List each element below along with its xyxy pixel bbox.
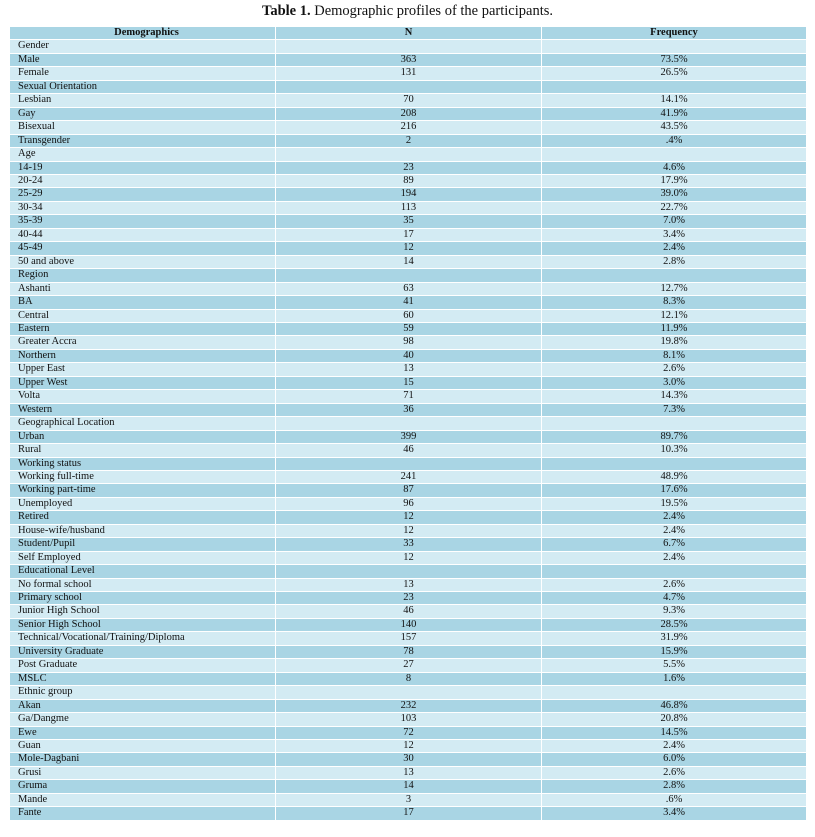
cell-n: 399 (276, 430, 542, 443)
table-row (10, 309, 807, 322)
cell-demographic: Ga/Dangme (10, 713, 276, 726)
table-row (10, 632, 807, 645)
cell-demographic: 30-34 (10, 201, 276, 214)
table-row (10, 726, 807, 739)
cell-n: 17 (276, 807, 542, 820)
cell-n: 36 (276, 403, 542, 416)
cell-frequency: 14.3% (542, 390, 807, 403)
cell-demographic: Sexual Orientation (10, 80, 276, 93)
cell-n: 71 (276, 390, 542, 403)
header-frequency: Frequency (542, 27, 807, 40)
table-row (10, 53, 807, 66)
table-row (10, 592, 807, 605)
cell-frequency: 2.4% (542, 551, 807, 564)
table-row (10, 551, 807, 564)
table-row (10, 148, 807, 161)
table-row (10, 578, 807, 591)
cell-demographic: Mole-Dagbani (10, 753, 276, 766)
cell-demographic: Retired (10, 511, 276, 524)
table-row (10, 793, 807, 806)
cell-demographic: 14-19 (10, 161, 276, 174)
cell-n: 13 (276, 578, 542, 591)
cell-frequency: 2.8% (542, 780, 807, 793)
cell-demographic: Upper West (10, 376, 276, 389)
cell-frequency: 14.1% (542, 94, 807, 107)
table-row (10, 121, 807, 134)
table-row (10, 659, 807, 672)
cell-n: 30 (276, 753, 542, 766)
cell-frequency: 73.5% (542, 53, 807, 66)
cell-demographic: Rural (10, 444, 276, 457)
cell-n: 8 (276, 672, 542, 685)
cell-frequency: .4% (542, 134, 807, 147)
cell-demographic: Ewe (10, 726, 276, 739)
table-row (10, 349, 807, 362)
cell-n: 23 (276, 161, 542, 174)
cell-frequency: 15.9% (542, 645, 807, 658)
caption-label: Table 1. (261, 3, 311, 19)
cell-frequency (542, 148, 807, 161)
cell-n: 40 (276, 349, 542, 362)
cell-frequency: 2.6% (542, 766, 807, 779)
cell-n: 12 (276, 511, 542, 524)
cell-n: 27 (276, 659, 542, 672)
cell-frequency (542, 457, 807, 470)
cell-n: 60 (276, 309, 542, 322)
cell-n: 23 (276, 592, 542, 605)
cell-frequency: 12.1% (542, 309, 807, 322)
cell-frequency: 31.9% (542, 632, 807, 645)
cell-frequency: 20.8% (542, 713, 807, 726)
table-row (10, 228, 807, 241)
cell-n: 14 (276, 255, 542, 268)
table-row (10, 430, 807, 443)
cell-frequency: 89.7% (542, 430, 807, 443)
cell-frequency: 17.9% (542, 174, 807, 187)
cell-frequency: 3.4% (542, 807, 807, 820)
table-row (10, 322, 807, 335)
cell-n: 72 (276, 726, 542, 739)
cell-frequency: 2.6% (542, 363, 807, 376)
cell-frequency: 2.4% (542, 740, 807, 753)
cell-demographic: Guan (10, 740, 276, 753)
cell-demographic: Eastern (10, 322, 276, 335)
cell-n: 13 (276, 363, 542, 376)
cell-demographic: 50 and above (10, 255, 276, 268)
cell-demographic: Northern (10, 349, 276, 362)
table-row (10, 565, 807, 578)
cell-demographic: Fante (10, 807, 276, 820)
cell-demographic: Junior High School (10, 605, 276, 618)
caption-text: Demographic profiles of the participants. (310, 3, 554, 19)
cell-frequency: 8.3% (542, 296, 807, 309)
cell-frequency: 22.7% (542, 201, 807, 214)
cell-demographic: Lesbian (10, 94, 276, 107)
cell-frequency: 2.4% (542, 511, 807, 524)
cell-demographic: Urban (10, 430, 276, 443)
cell-frequency: 39.0% (542, 188, 807, 201)
cell-frequency (542, 565, 807, 578)
table-row (10, 336, 807, 349)
cell-n: 363 (276, 53, 542, 66)
table-row (10, 242, 807, 255)
cell-demographic: Bisexual (10, 121, 276, 134)
table-caption (0, 0, 815, 22)
table-row (10, 67, 807, 80)
header-n: N (276, 27, 542, 40)
table-row (10, 417, 807, 430)
cell-n: 78 (276, 645, 542, 658)
cell-frequency (542, 417, 807, 430)
cell-n: 12 (276, 242, 542, 255)
cell-demographic: 20-24 (10, 174, 276, 187)
cell-n: 15 (276, 376, 542, 389)
cell-demographic: Student/Pupil (10, 538, 276, 551)
cell-n: 3 (276, 793, 542, 806)
cell-frequency: 19.8% (542, 336, 807, 349)
cell-demographic: Working full-time (10, 470, 276, 483)
table-row (10, 457, 807, 470)
cell-n: 208 (276, 107, 542, 120)
table-row (10, 80, 807, 93)
cell-demographic: Upper East (10, 363, 276, 376)
table-row (10, 269, 807, 282)
cell-frequency: 14.5% (542, 726, 807, 739)
cell-frequency: 4.7% (542, 592, 807, 605)
cell-n: 59 (276, 322, 542, 335)
cell-frequency: 17.6% (542, 484, 807, 497)
cell-n: 98 (276, 336, 542, 349)
table-row (10, 686, 807, 699)
cell-n: 87 (276, 484, 542, 497)
cell-frequency (542, 80, 807, 93)
cell-n: 46 (276, 605, 542, 618)
cell-frequency: 12.7% (542, 282, 807, 295)
cell-n: 157 (276, 632, 542, 645)
cell-demographic: Self Employed (10, 551, 276, 564)
cell-n: 12 (276, 524, 542, 537)
cell-n: 131 (276, 67, 542, 80)
cell-demographic: University Graduate (10, 645, 276, 658)
cell-demographic: Transgender (10, 134, 276, 147)
table-row (10, 538, 807, 551)
cell-n: 113 (276, 201, 542, 214)
cell-demographic: Senior High School (10, 618, 276, 631)
table-row (10, 161, 807, 174)
cell-demographic: Technical/Vocational/Training/Diploma (10, 632, 276, 645)
cell-frequency: 41.9% (542, 107, 807, 120)
cell-frequency: 8.1% (542, 349, 807, 362)
table-row (10, 484, 807, 497)
header-row (10, 27, 807, 40)
table-row (10, 40, 807, 53)
cell-n: 14 (276, 780, 542, 793)
cell-n: 12 (276, 740, 542, 753)
cell-frequency: 3.0% (542, 376, 807, 389)
cell-demographic: 35-39 (10, 215, 276, 228)
cell-frequency: 43.5% (542, 121, 807, 134)
cell-demographic: Volta (10, 390, 276, 403)
cell-frequency: 9.3% (542, 605, 807, 618)
table-row (10, 766, 807, 779)
cell-demographic: Central (10, 309, 276, 322)
table-row (10, 780, 807, 793)
table-row (10, 497, 807, 510)
cell-frequency: 7.3% (542, 403, 807, 416)
cell-demographic: BA (10, 296, 276, 309)
table-row (10, 94, 807, 107)
cell-demographic: Unemployed (10, 497, 276, 510)
cell-frequency (542, 686, 807, 699)
cell-n (276, 457, 542, 470)
cell-demographic: No formal school (10, 578, 276, 591)
cell-demographic: Working part-time (10, 484, 276, 497)
table-row (10, 753, 807, 766)
table-row (10, 470, 807, 483)
cell-frequency: 48.9% (542, 470, 807, 483)
cell-demographic: Gruma (10, 780, 276, 793)
cell-n: 140 (276, 618, 542, 631)
table-row (10, 618, 807, 631)
cell-n: 35 (276, 215, 542, 228)
cell-demographic: Grusi (10, 766, 276, 779)
cell-n: 33 (276, 538, 542, 551)
cell-n: 2 (276, 134, 542, 147)
cell-demographic: Male (10, 53, 276, 66)
table-row (10, 376, 807, 389)
table-row (10, 672, 807, 685)
cell-n: 194 (276, 188, 542, 201)
table-row (10, 107, 807, 120)
cell-frequency: 2.8% (542, 255, 807, 268)
cell-n: 241 (276, 470, 542, 483)
table-row (10, 296, 807, 309)
table-row (10, 645, 807, 658)
cell-frequency: 6.0% (542, 753, 807, 766)
cell-frequency: 2.4% (542, 242, 807, 255)
table-row (10, 740, 807, 753)
cell-n: 216 (276, 121, 542, 134)
table-row (10, 390, 807, 403)
table-body (10, 40, 807, 820)
table-row (10, 215, 807, 228)
cell-demographic: Geographical Location (10, 417, 276, 430)
table-row (10, 807, 807, 820)
cell-demographic: Greater Accra (10, 336, 276, 349)
cell-demographic: Working status (10, 457, 276, 470)
cell-frequency: 46.8% (542, 699, 807, 712)
cell-n (276, 417, 542, 430)
cell-demographic: 45-49 (10, 242, 276, 255)
cell-demographic: 40-44 (10, 228, 276, 241)
cell-n (276, 40, 542, 53)
table-row (10, 201, 807, 214)
cell-frequency: 1.6% (542, 672, 807, 685)
cell-demographic: Ethnic group (10, 686, 276, 699)
cell-demographic: Region (10, 269, 276, 282)
cell-frequency: 2.4% (542, 524, 807, 537)
cell-demographic: House-wife/husband (10, 524, 276, 537)
cell-frequency: 6.7% (542, 538, 807, 551)
cell-frequency (542, 269, 807, 282)
cell-frequency: 4.6% (542, 161, 807, 174)
table-row (10, 255, 807, 268)
cell-n: 89 (276, 174, 542, 187)
table-row (10, 188, 807, 201)
table-row (10, 403, 807, 416)
cell-n: 232 (276, 699, 542, 712)
cell-frequency: 26.5% (542, 67, 807, 80)
cell-n (276, 148, 542, 161)
table-row (10, 511, 807, 524)
table-row (10, 134, 807, 147)
cell-frequency: .6% (542, 793, 807, 806)
cell-n (276, 269, 542, 282)
cell-n: 12 (276, 551, 542, 564)
cell-demographic: 25-29 (10, 188, 276, 201)
demographics-table (9, 26, 807, 821)
table-row (10, 524, 807, 537)
cell-frequency: 19.5% (542, 497, 807, 510)
table-row (10, 699, 807, 712)
cell-frequency (542, 40, 807, 53)
cell-demographic: MSLC (10, 672, 276, 685)
cell-n (276, 686, 542, 699)
cell-n: 13 (276, 766, 542, 779)
cell-n: 96 (276, 497, 542, 510)
cell-frequency: 11.9% (542, 322, 807, 335)
cell-n: 103 (276, 713, 542, 726)
cell-n (276, 80, 542, 93)
cell-n: 63 (276, 282, 542, 295)
cell-n (276, 565, 542, 578)
cell-demographic: Gender (10, 40, 276, 53)
table-row (10, 363, 807, 376)
cell-demographic: Gay (10, 107, 276, 120)
cell-frequency: 3.4% (542, 228, 807, 241)
table-row (10, 605, 807, 618)
cell-n: 46 (276, 444, 542, 457)
cell-demographic: Western (10, 403, 276, 416)
cell-demographic: Age (10, 148, 276, 161)
cell-n: 41 (276, 296, 542, 309)
header-demographics: Demographics (10, 27, 276, 40)
cell-n: 17 (276, 228, 542, 241)
cell-demographic: Primary school (10, 592, 276, 605)
cell-frequency: 2.6% (542, 578, 807, 591)
cell-demographic: Akan (10, 699, 276, 712)
cell-frequency: 7.0% (542, 215, 807, 228)
cell-demographic: Mande (10, 793, 276, 806)
table-row (10, 174, 807, 187)
cell-demographic: Post Graduate (10, 659, 276, 672)
cell-frequency: 10.3% (542, 444, 807, 457)
cell-demographic: Ashanti (10, 282, 276, 295)
cell-demographic: Female (10, 67, 276, 80)
cell-frequency: 28.5% (542, 618, 807, 631)
table-row (10, 282, 807, 295)
cell-n: 70 (276, 94, 542, 107)
table-row (10, 713, 807, 726)
cell-frequency: 5.5% (542, 659, 807, 672)
table-row (10, 444, 807, 457)
cell-demographic: Educational Level (10, 565, 276, 578)
